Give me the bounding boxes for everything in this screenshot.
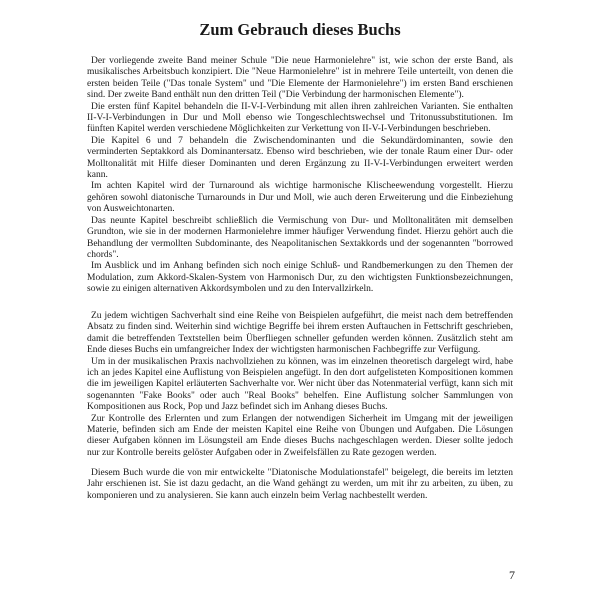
paragraph-practice: Um in der musikalischen Praxis nachvollziehen zu können, was im einzelnen theoretisch dargelegt wird, habe ich an jedes Kapitel eine Auflistung von Beispielen angefügt. In den dort aufgelisteten Kompositionen kommen die im jeweiligen Kapitel erläuterten Sachverhalte vor. Wer nicht über das Notenmaterial verfügt, kann sich mit sogenannten "Fake Books" oder auch "Real Books" behelfen. Eine Auflistung solcher Sammlungen von Kompositionen aus Rock, Pop und Jazz befindet sich im Anhang dieses Buchs.: [87, 356, 513, 413]
paragraph-chapters-6-7: Die Kapitel 6 und 7 behandeln die Zwischendominanten und die Sekundärdominanten, sowie den verminderten Septakkord als Dominantersatz. Ebenso wird beschrieben, wie der tonale Raum einer Dur- oder Molltonalität mit Hilfe dieser Dominanten und deren Ergänzung zu II-V-I-Verbindungen erweitert werden kann.: [87, 135, 513, 181]
section-usage-notes: [87, 311, 513, 459]
paragraph-chapter-8: Im achten Kapitel wird der Turnaround als wichtige harmonische Klischeewendung vorgestellt. Hierzu gehören sowohl diatonische Turnarounds in Dur und Moll, wie auch deren Erweiterung und die Einbeziehung von Ausweichtonarten.: [87, 181, 513, 215]
paragraph-examples: Zu jedem wichtigen Sachverhalt sind eine Reihe von Beispielen aufgeführt, die meist nach dem betreffenden Absatz zu finden sind. Weiterhin sind wichtige Begriffe bei ihrem ersten Auftauchen in Fettschrift geschrieben, damit die betreffenden Textstellen beim Überfliegen schneller gefunden werden können. Zusätzlich steht am Ende dieses Buchs ein umfangreicher Index der wichtigsten harmonischen Fachbegriffe zur Verfügung.: [87, 311, 513, 356]
paragraph-chapters-1-5: Die ersten fünf Kapitel behandeln die II-V-I-Verbindung mit allen ihren zahlreichen Varianten. Sie enthalten II-V-I-Verbindungen in Dur und Moll ebenso wie Tongeschlechtswechsel und Tritonussubstitutionen. Im fünften Kapitel werden verschiedene Möglichkeiten zur Verkettung von II-V-I-Verbindungen beschrieben.: [87, 101, 513, 135]
paragraph-chapter-9: Das neunte Kapitel beschreibt schließlich die Vermischung von Dur- und Molltonalitäten mit demselben Grundton, wie sie in der modernen Harmonielehre immer häufiger Verwendung findet. Hierzu gehört auch die Behandlung der vermollten Subdominante, des Neapolitanischen Sextakkords und der sogenannten "borrowed chords".: [87, 215, 513, 260]
paragraph-appendix: Im Ausblick und im Anhang befinden sich noch einige Schluß- und Randbemerkungen zu den Themen der Modulation, zum Akkord-Skalen-System von Harmonisch Dur, zu den wichtigsten Funktionsbezeichnungen, sowie zu einigen alternativen Akkordsymbolen und zu den Intervallzirkeln.: [87, 261, 513, 295]
page-number: 7: [509, 568, 515, 582]
section-modulation-chart: [87, 468, 513, 502]
paragraph-intro: Der vorliegende zweite Band meiner Schule "Die neue Harmonielehre" ist, wie schon der erste Band, als musikalisches Arbeitsbuch konzipiert. Die "Neue Harmonielehre" ist in mehrere Teile unterteilt, von denen die ersten beiden Teile ("Das tonale System" und "Die Elemente der Harmonielehre") im ersten Band erschienen sind. Der zweite Band enthält nun den dritten Teil ("Die Verbindung der harmonischen Elemente").: [87, 56, 513, 101]
paragraph-modulation-chart: Diesem Buch wurde die von mir entwickelte "Diatonische Modulationstafel" beigelegt, die bereits im letzten Jahr erschienen ist. Sie ist dazu gedacht, an die Wand gehängt zu werden, um mit ihr zu arbeiten, zu üben, zu komponieren und zu analysieren. Sie kann auch einzeln beim Verlag nachbestellt werden.: [87, 468, 513, 501]
section-chapter-overview: [87, 56, 513, 296]
page-title: Zum Gebrauch dieses Buchs: [199, 20, 401, 39]
paragraph-exercises: Zur Kontrolle des Erlernten und zum Erlangen der notwendigen Sicherheit im Umgang mit der jeweiligen Materie, befinden sich am Ende der meisten Kapitel eine Reihe von Übungen und Aufgaben. Die Lösungen dieser Aufgaben können im Lösungsteil am Ende dieses Buchs nachgeschlagen werden. Dieser sollte jedoch nur zur Kontrolle bereits gelöster Aufgaben oder in Zweifelsfällen zu Rate gezogen werden.: [87, 413, 513, 458]
